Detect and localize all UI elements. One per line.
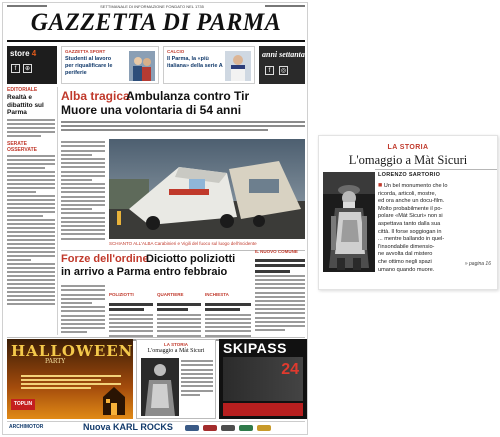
anni-settanta-promo[interactable] bbox=[259, 46, 305, 84]
teaser-photo bbox=[141, 358, 179, 416]
skipass-footer-band bbox=[223, 403, 303, 416]
topline-text: SETTIMANALE DI INFORMAZIONE FONDATO NEL 1735 bbox=[100, 4, 204, 9]
halloween-ad-title: HALLOWEEN bbox=[11, 342, 133, 360]
main-photo-caption: SCHIANTO ALL'ALBA Carabinieri e Vigili del fuoco sul luogo dell'incidente bbox=[109, 241, 257, 246]
promo-calcio[interactable] bbox=[163, 46, 255, 84]
promo-sport-photo bbox=[129, 51, 155, 81]
halloween-ad[interactable] bbox=[7, 339, 133, 419]
second-story-headline-line-2[interactable]: in arrivo a Parma entro febbraio bbox=[61, 266, 228, 278]
newspaper-front-page bbox=[2, 2, 308, 435]
article-line: che ottimo negli spazi bbox=[378, 258, 432, 265]
editorial-kicker: EDITORIALE bbox=[7, 87, 38, 93]
toplin-logo: TOPLIN bbox=[11, 399, 35, 410]
article-kicker: LA STORIA bbox=[387, 144, 429, 151]
second-story-text bbox=[61, 283, 105, 337]
article-line: ricorda, articoli, mostre, bbox=[378, 190, 437, 197]
bullet-icon: ■ bbox=[378, 182, 383, 189]
store-promo[interactable] bbox=[7, 46, 57, 84]
promo-calcio-text: Il Parma, la «più italiana» della serie A bbox=[167, 56, 223, 69]
instagram-icon[interactable]: ◎ bbox=[280, 68, 287, 74]
article-line: aspettava tanto dalla sua bbox=[378, 220, 441, 227]
article-line: umano quando muore. bbox=[378, 266, 435, 273]
promo-sport[interactable] bbox=[61, 46, 159, 84]
facebook-icon[interactable]: f bbox=[11, 64, 20, 73]
article-line: ne avvolta dal mistero bbox=[378, 251, 433, 258]
article-title: L'omaggio a Màt Sicuri bbox=[348, 153, 468, 167]
car-model: Nuova KARL ROCKS bbox=[83, 422, 173, 432]
web-icon[interactable]: ⊕ bbox=[24, 66, 31, 72]
main-story-headline-line-2[interactable]: Muore una volontaria di 54 anni bbox=[61, 103, 242, 117]
article-line: ... mentre ballando in quel- bbox=[378, 236, 445, 243]
teaser-title: L'omaggio a Màt Sicuri bbox=[147, 348, 205, 354]
main-story-text bbox=[61, 139, 105, 249]
promo-sport-text: Studenti al lavoro per riqualificare le periferie bbox=[65, 56, 113, 76]
car-icon bbox=[239, 425, 253, 431]
teaser-text bbox=[181, 358, 213, 398]
skipass-ad[interactable] bbox=[219, 339, 307, 419]
promo-calcio-photo bbox=[225, 51, 251, 81]
ads-rule bbox=[7, 337, 305, 338]
article-line: l'insondabile dimensio- bbox=[378, 243, 435, 250]
skipass-number: 24 bbox=[281, 361, 299, 378]
article-line: città. Il forse soggiogan in bbox=[378, 228, 442, 235]
subcolumn-kicker: QUARTIERE bbox=[157, 292, 184, 297]
right-column-text[interactable] bbox=[255, 257, 305, 337]
footer-car-ad[interactable] bbox=[7, 421, 305, 433]
article-line: Molto probabilmente il po- bbox=[378, 205, 443, 212]
second-story-headline[interactable]: Diciotto poliziotti bbox=[146, 253, 236, 265]
subcolumn-poliziotti[interactable] bbox=[109, 283, 153, 337]
teaser-kicker: LA STORIA bbox=[163, 342, 188, 347]
store-label: store 4 bbox=[10, 49, 37, 58]
haunted-house-icon bbox=[99, 383, 129, 415]
topline-left-rule bbox=[7, 5, 47, 7]
subcolumn-kicker: INCHIESTA bbox=[205, 292, 229, 297]
topline-right-rule bbox=[265, 5, 305, 7]
la-storia-teaser[interactable] bbox=[136, 339, 216, 419]
halloween-ad-subtitle: PARTY bbox=[45, 358, 66, 365]
editorial-headline[interactable]: Realtà e dibattito sul Parma bbox=[7, 94, 44, 116]
article-line: ed ora anche un docu-film. bbox=[378, 198, 445, 205]
facebook-icon[interactable]: f bbox=[265, 66, 274, 75]
second-left-kicker: SERATE OSSERVATE bbox=[7, 140, 38, 153]
right-column-kicker: IL NUOVO COMUNE bbox=[255, 249, 298, 254]
la-storia-article[interactable] bbox=[318, 135, 498, 290]
second-story-kicker[interactable]: Forze dell'ordine bbox=[61, 253, 149, 265]
car-icon bbox=[257, 425, 271, 431]
column-divider bbox=[57, 87, 58, 335]
main-story-summary bbox=[61, 119, 305, 133]
skipass-title: SKIPASS bbox=[223, 340, 287, 356]
main-story-photo[interactable] bbox=[109, 139, 305, 239]
car-icon bbox=[185, 425, 199, 431]
article-photo bbox=[323, 172, 375, 272]
left-column bbox=[7, 87, 55, 333]
dealer-brand: ARCHIMOTOR bbox=[9, 424, 44, 430]
main-story-kicker[interactable]: Alba tragica bbox=[61, 89, 130, 103]
masthead-rule bbox=[7, 40, 305, 42]
editorial-text bbox=[7, 119, 55, 137]
car-icon bbox=[203, 425, 217, 431]
promo-sport-kicker: GAZZETTA SPORT bbox=[65, 49, 106, 54]
article-author: LORENZO SARTORIO bbox=[378, 172, 441, 178]
article-line: polare «Màt Sicuri» non si bbox=[378, 213, 443, 220]
subcolumn-quartiere[interactable] bbox=[157, 283, 201, 337]
anni-settanta-label: anni settanta bbox=[262, 50, 305, 59]
masthead[interactable]: GAZZETTA DI PARMA bbox=[30, 9, 282, 36]
article-page-ref[interactable]: » pagina 16 bbox=[464, 261, 491, 267]
article-line: ■ Un bel monumento che lo bbox=[378, 182, 448, 189]
promo-calcio-kicker: CALCIO bbox=[167, 49, 185, 54]
article-rule bbox=[375, 169, 497, 170]
subcolumn-kicker: POLIZIOTTI bbox=[109, 292, 134, 297]
subcolumn-inchiesta[interactable] bbox=[205, 283, 251, 337]
left-column-text bbox=[7, 155, 55, 305]
main-story-headline[interactable]: Ambulanza contro Tir bbox=[126, 89, 250, 103]
car-icon bbox=[221, 425, 235, 431]
